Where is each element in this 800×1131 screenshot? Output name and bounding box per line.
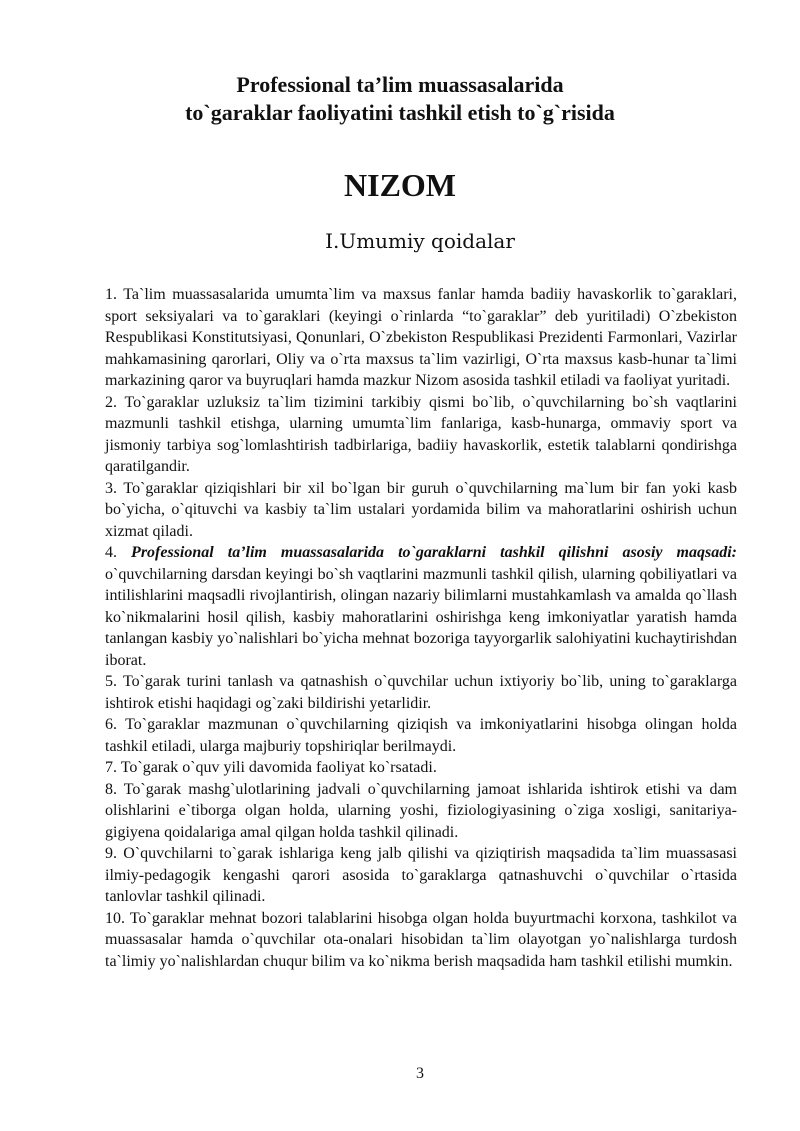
paragraph-3: 3. To`garaklar qiziqishlari bir xil bo`lgan bir guruh o`quvchilarning ma`lum bir fan yoki kasb bo`yicha, o`qituvchi va kasbiy ta`lim ustalari yordamida bilim va mahoratlarini oshirish uchun xizmat qiladi. xyxy=(105,479,737,540)
paragraph-2: 2. To`garaklar uzluksiz ta`lim tizimini tarkibiy qismi bo`lib, o`quvchilarning bo`sh vaqtlarini mazmunli tashkil etishga, ularning umumta`lim fanlariga, kasb-hunarga, ommaviy sport va jismoniy tarbiya sog`lomlashtirish tadbirlariga, badiiy havaskorlik, estetik talablarni qondirishga qaratilgandir. xyxy=(105,393,737,475)
section-title: I.Umumiy qoidalar xyxy=(325,229,515,253)
paragraph-5: 5. To`garak turini tanlash va qatnashish o`quvchilar uchun ixtiyoriy bo`lib, uning to`garaklarga ishtirok etishi haqidagi og`zaki bildirishi yetarlidir. xyxy=(105,673,737,712)
paragraph-4-heading xyxy=(105,542,737,564)
paragraph-8: 8. To`garak mashg`ulotlarining jadvali o`quvchilarning jamoat ishlarida ishtirok etishi va dam olishlarini e`tiborga olgan holda, ularning yoshi, fiziologiyasining o`ziga xosligi, sanitariya-gigiyena qoidalariga amal qilgan holda tashkil qilinadi. xyxy=(105,780,737,841)
paragraph-10: 10. To`garaklar mehnat bozori talablarini hisobga olgan holda buyurtmachi korxona, tashkilot va muassasalar hamda o`quvchilar ota-onalari hisobidan ta`lim olayotgan yo`nalishlarga turdosh ta`limiy yo`nalishlardan chuqur bilim va ko`nikma berish maqsadida ham tashkil etilishi mumkin. xyxy=(105,909,737,970)
paragraph-4-colon: : xyxy=(731,544,737,561)
paragraph-4-number: 4. xyxy=(105,544,132,561)
document-heading: NIZOM xyxy=(344,167,456,203)
paragraph-7: 7. To`garak o`quv yili davomida faoliyat ko`rsatadi. xyxy=(105,759,437,776)
document-body xyxy=(105,284,737,972)
document-title-line-1: Professional ta’lim muassasalarida xyxy=(236,72,564,97)
paragraph-4-body: o`quvchilarning darsdan keyingi bo`sh vaqtlarini mazmunli tashkil qilish, ularning qobiliyatlari va intilishlarini maqsadli rivojlantirish, olingan nazariy bilimlarni mustahkamlash va amalda qo`llash ko`nikmalarini hosil qilish, kasbiy mahoratlarini oshirishga keng imkoniyatlar yaratish hamda tanlangan kasbiy yo`nalishlari bo`yicha mehnat bozoriga tayyorgarlik salohiyatini kuchaytirishdan iborat. xyxy=(105,565,737,669)
paragraph-9: 9. O`quvchilarni to`garak ishlariga keng jalb qilishi va qiziqtirish maqsadida ta`lim muassasasi ilmiy-pedagogik kengashi qarori asosida to`garaklarga qatnashuvchi o`quvchilar o`rtasida tanlovlar tashkil qilinadi. xyxy=(105,845,737,905)
paragraph-4-emphasis: Professional ta’lim muassasalarida to`garaklarni tashkil qilishni asosiy maqsadi xyxy=(131,544,732,561)
paragraph-6: 6. To`garaklar mazmunan o`quvchilarning qiziqish va imkoniyatlarini hisobga olingan holda tashkil etiladi, ularga majburiy topshiriqlar berilmaydi. xyxy=(105,716,737,755)
paragraph-1: 1. Ta`lim muassasalarida umumta`lim va maxsus fanlar hamda badiiy havaskorlik to`garaklari, sport seksiyalari va to`garaklari (keyingi o`rinlarda “to`garaklar” deb yuritiladi) O`zbekiston Respublikasi Konstitutsiyasi, Qonunlari, O`zbekiston Respublikasi Prezidenti Farmonlari, Vazirlar mahkamasining qarorlari, Oliy va o`rta maxsus ta`lim vazirligi, O`rta maxsus kasb-hunar ta`limi markazining qaror va buyruqlari hamda mazkur Nizom asosida tashkil etiladi va faoliyat yuritadi. xyxy=(105,286,737,389)
document-title-line-2: to`garaklar faoliyatini tashkil etish to`g`risida xyxy=(185,100,615,125)
page-number: 3 xyxy=(416,1065,424,1082)
